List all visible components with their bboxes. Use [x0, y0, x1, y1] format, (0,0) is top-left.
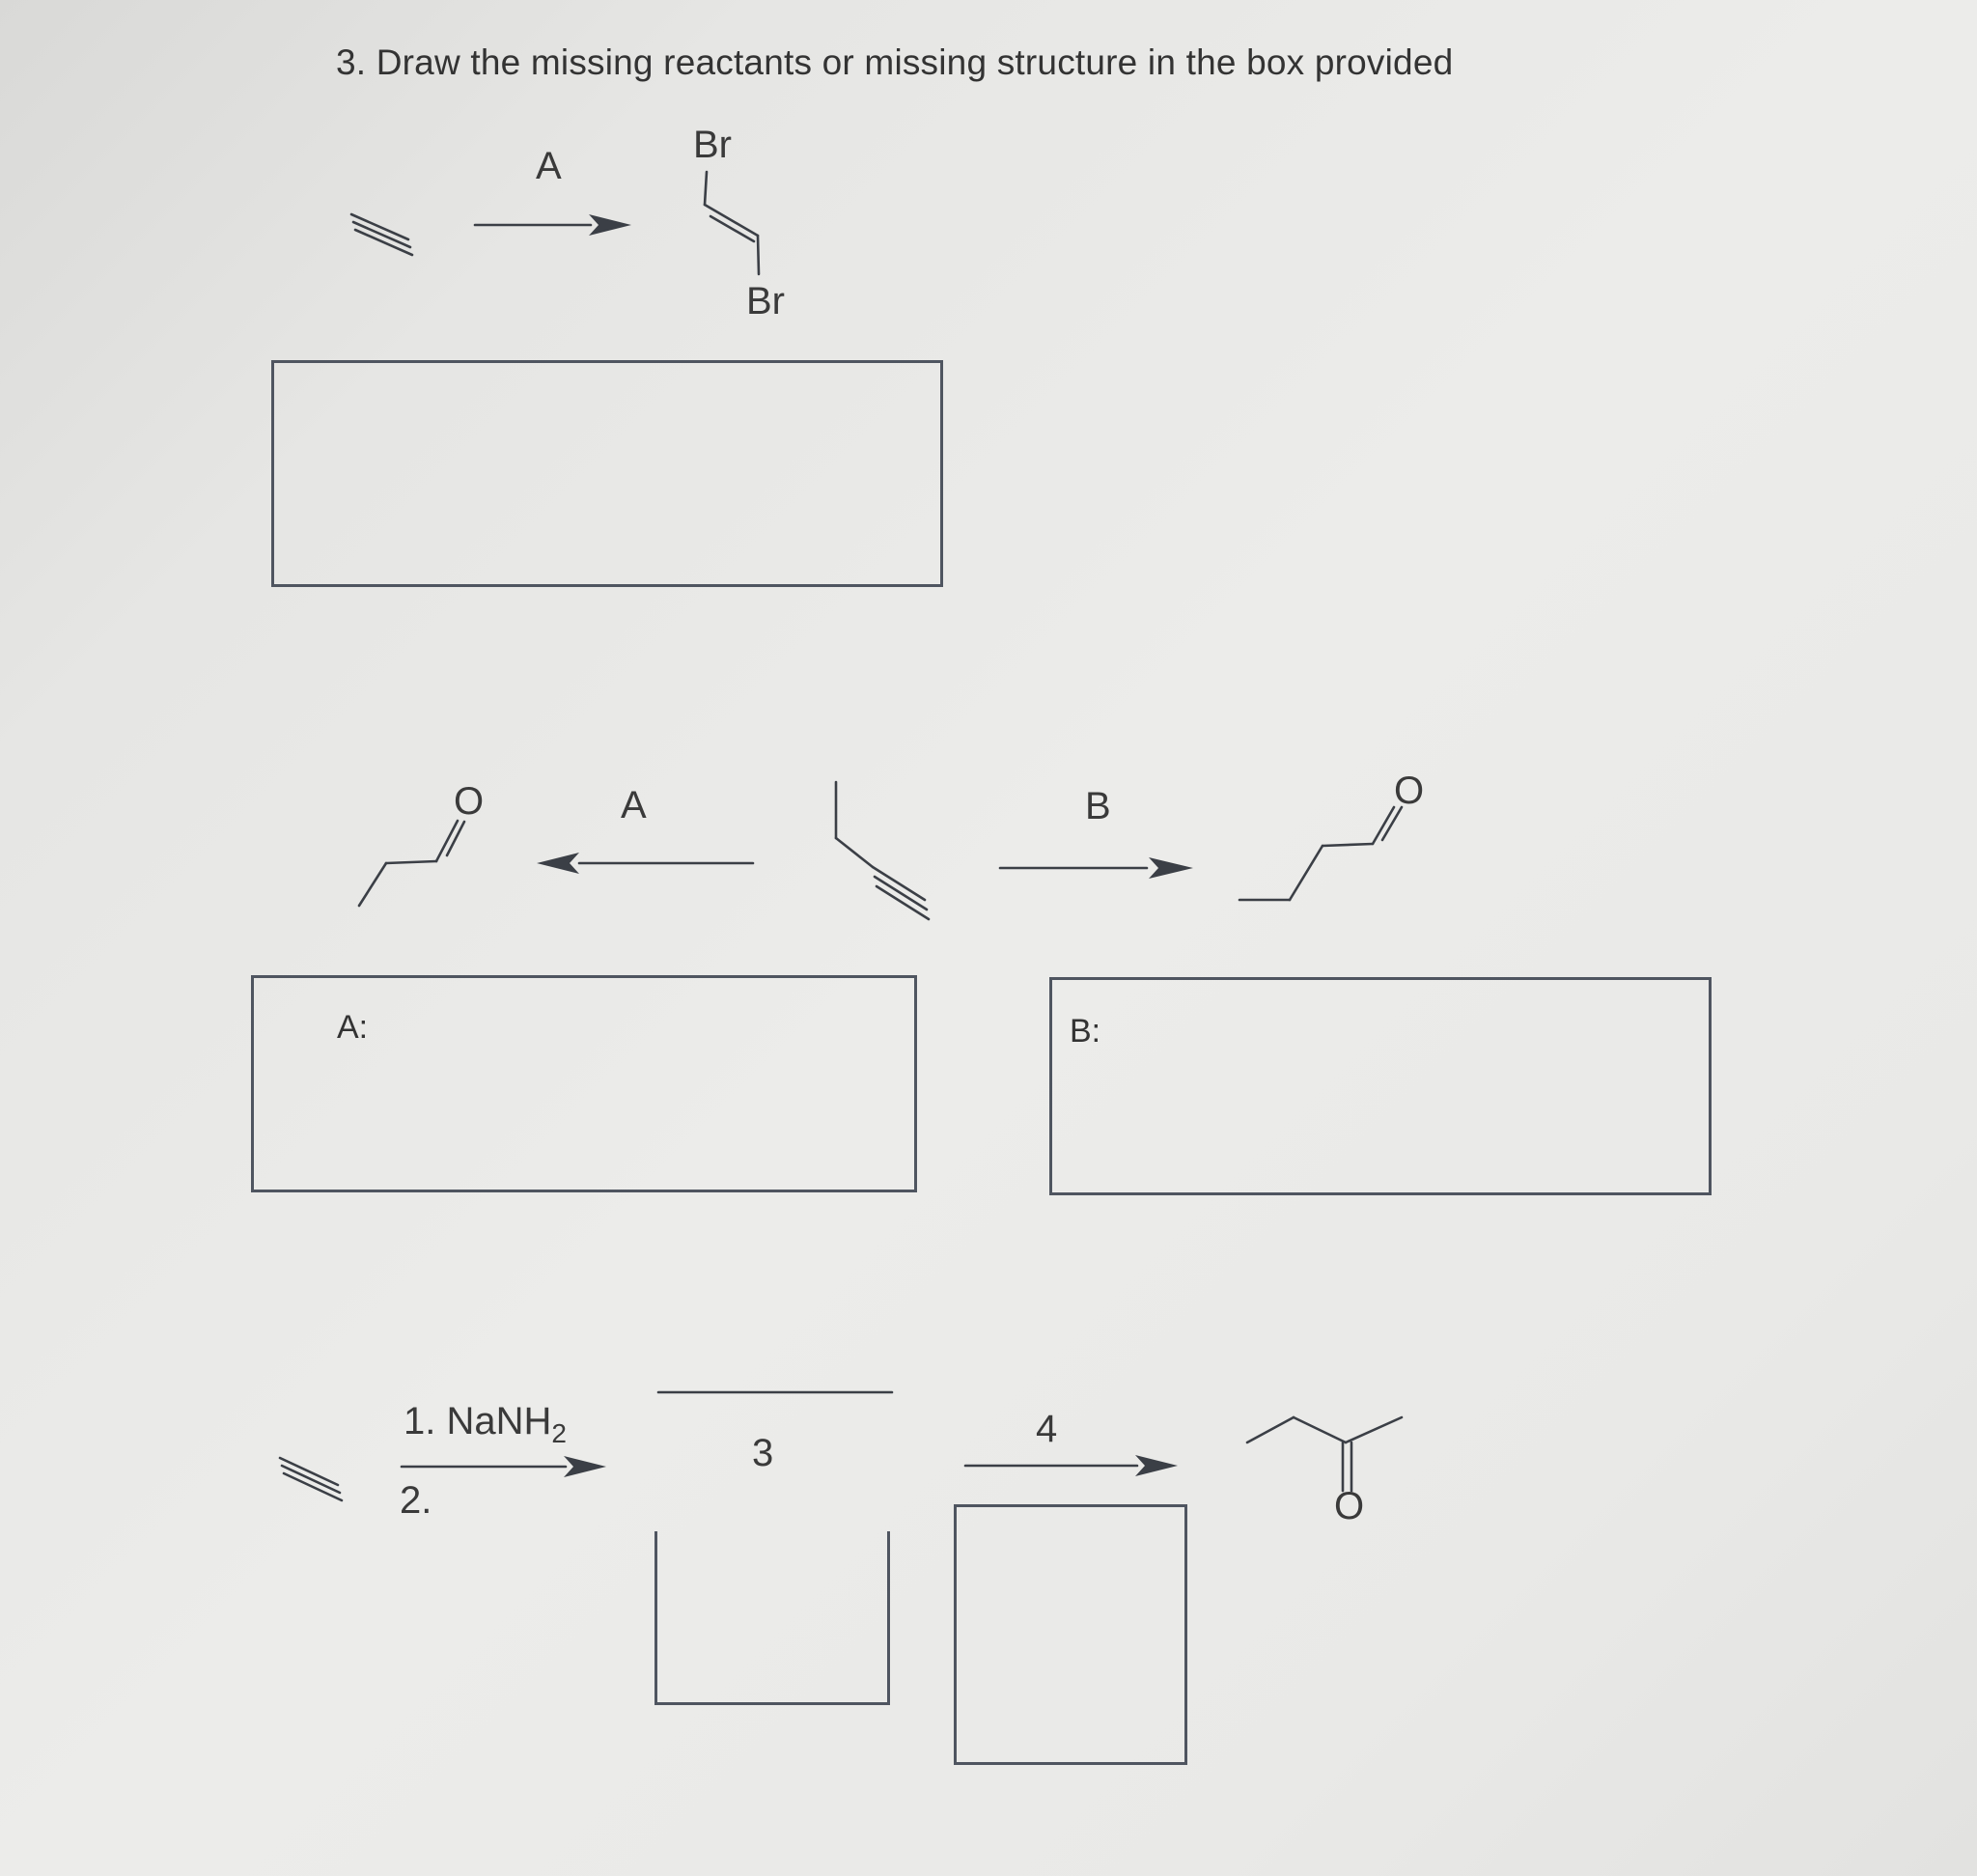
p3-step4-label: 4 [1036, 1408, 1058, 1450]
p1-top-bromine: Br [693, 124, 732, 166]
p2-right-oxygen-label: O [1394, 770, 1425, 812]
p1-answer-box[interactable] [271, 360, 943, 587]
p1-bottom-bromine: Br [746, 280, 785, 322]
p2-answer-box-b[interactable] [1049, 977, 1712, 1195]
p2-left-reaction-arrow [537, 853, 753, 874]
p3-butanone-product [1247, 1417, 1402, 1491]
p2-left-oxygen-label: O [454, 780, 485, 823]
p1-arrow-label: A [536, 145, 562, 187]
p1-acetylene-reactant [351, 214, 412, 255]
p1-dibromoethene-product [705, 172, 759, 274]
p3-product-oxygen-label: O [1334, 1485, 1365, 1527]
p3-step3-label: 3 [752, 1432, 774, 1474]
p2-box-a-label: A: [337, 1009, 369, 1046]
p2-left-arrow-label: A [621, 784, 647, 826]
p3-reagent-step2: 2. [400, 1479, 432, 1522]
p2-butyne-reactant [836, 782, 929, 919]
p3-reagent-step1-subscript: 2 [551, 1418, 567, 1448]
p3-step4-answer-box[interactable] [954, 1504, 1187, 1765]
p3-acetylene-reactant [280, 1458, 342, 1500]
p3-reagent-step1 [404, 1400, 567, 1449]
p2-left-aldehyde-product [359, 821, 464, 906]
p1-reaction-arrow [475, 214, 631, 236]
p3-reagent-step1-text: 1. NaNH [404, 1400, 552, 1442]
p2-box-b-label: B: [1070, 1013, 1101, 1050]
p2-answer-box-a[interactable] [251, 975, 917, 1192]
p3-step3-answer-box[interactable] [654, 1531, 890, 1705]
p2-right-arrow-label: B [1085, 785, 1111, 827]
p2-right-reaction-arrow [1000, 857, 1193, 879]
question-title: 3. Draw the missing reactants or missing structure in the box provided [336, 42, 1454, 82]
p3-arrow-1 [402, 1456, 606, 1477]
p2-right-aldehyde-product [1239, 807, 1402, 900]
p3-arrow-2 [965, 1455, 1178, 1476]
